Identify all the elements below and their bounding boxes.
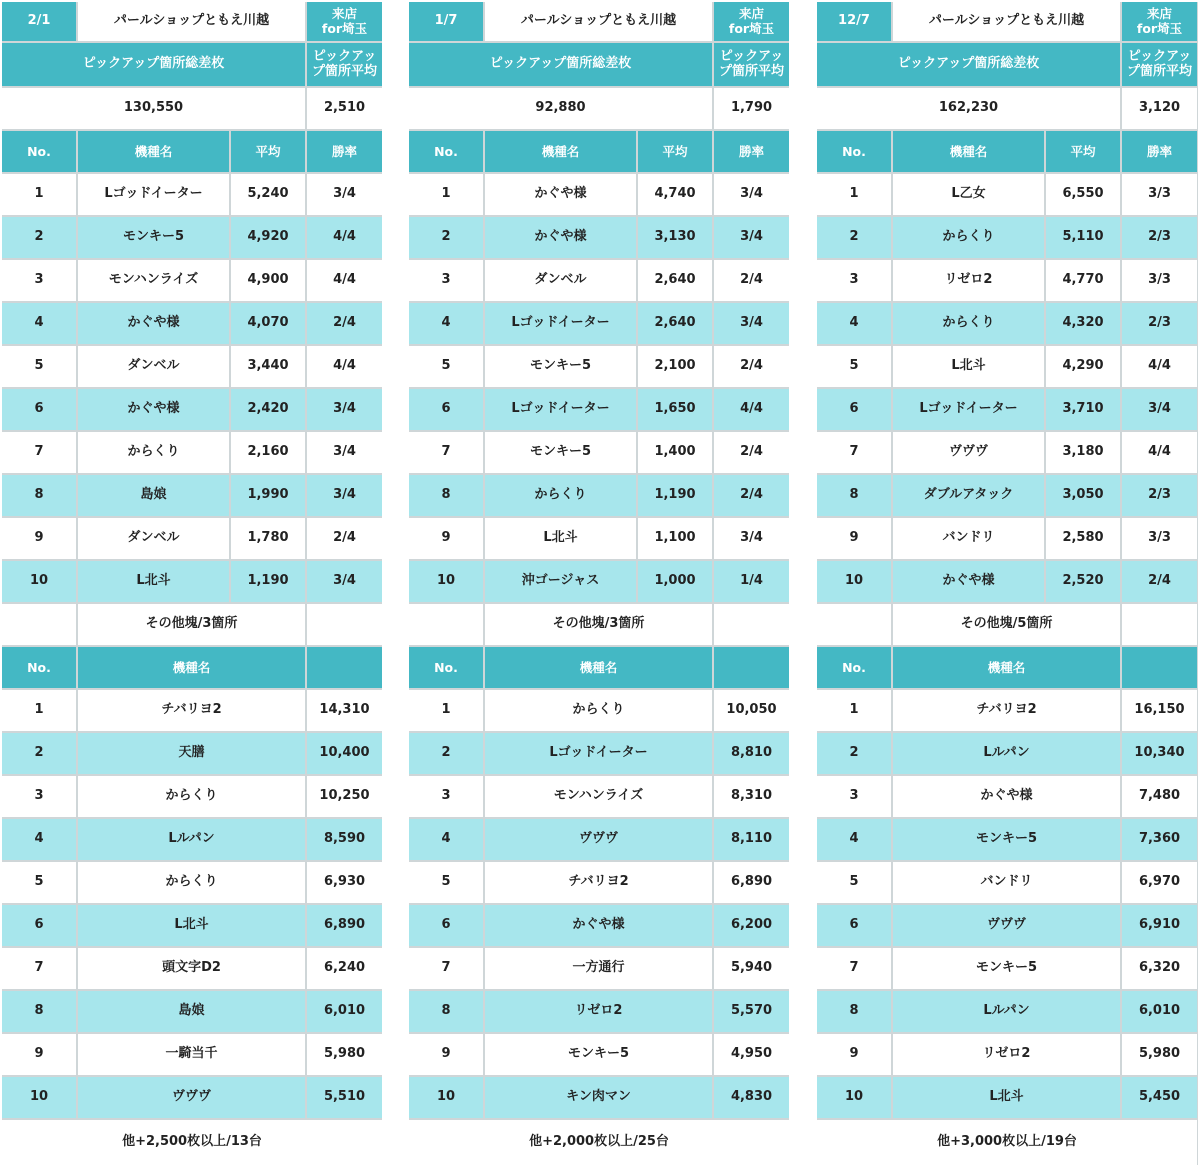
other-clusters-label: その他塊/5箇所: [893, 604, 1120, 645]
pickup-model: かぐや様: [78, 389, 229, 430]
ranking-value: 14,310: [307, 690, 382, 731]
pickup-rank: 9: [409, 518, 483, 559]
ranking-model: かぐや様: [893, 776, 1120, 817]
pickup-model: からくり: [893, 217, 1044, 258]
visit-label: 来店 for埼玉: [714, 2, 789, 41]
pickup-rank: 10: [817, 561, 891, 602]
ranking-value: 6,200: [714, 905, 789, 946]
pickup-model: ダンベル: [78, 346, 229, 387]
pickup-rank: 6: [2, 389, 76, 430]
pickup-rank: 7: [2, 432, 76, 473]
ranking-header-no: No.: [2, 647, 76, 688]
pickup-model: からくり: [78, 432, 229, 473]
pickup-model: Lゴッドイーター: [78, 174, 229, 215]
other-clusters-label: その他塊/3箇所: [485, 604, 712, 645]
visit-label: 来店 for埼玉: [307, 2, 382, 41]
ranking-value: 10,250: [307, 776, 382, 817]
ranking-rank: 3: [409, 776, 483, 817]
pickup-model: モンハンライズ: [78, 260, 229, 301]
column-header-model: 機種名: [893, 131, 1044, 172]
pickup-average: 2,640: [638, 260, 712, 301]
column-header-no: No.: [817, 131, 891, 172]
ranking-header-model: 機種名: [893, 647, 1120, 688]
ranking-model: モンキー5: [485, 1034, 712, 1075]
ranking-model: 一騎当千: [78, 1034, 305, 1075]
pickup-total-header: ピックアップ箇所総差枚: [409, 43, 712, 86]
pickup-rank: 2: [409, 217, 483, 258]
pickup-winrate: 4/4: [307, 217, 382, 258]
pickup-average: 2,580: [1046, 518, 1120, 559]
column-header-model: 機種名: [485, 131, 636, 172]
pickup-rank: 4: [409, 303, 483, 344]
column-header-no: No.: [2, 131, 76, 172]
ranking-value: 5,570: [714, 991, 789, 1032]
ranking-value: 5,940: [714, 948, 789, 989]
pickup-average: 3,050: [1046, 475, 1120, 516]
pickup-winrate: 3/4: [714, 303, 789, 344]
pickup-rank: 5: [817, 346, 891, 387]
pickup-winrate: 3/4: [307, 174, 382, 215]
ranking-model: 天膳: [78, 733, 305, 774]
footer-summary: 他+2,000枚以上/25台: [409, 1120, 789, 1165]
ranking-model: 頭文字D2: [78, 948, 305, 989]
ranking-rank: 7: [817, 948, 891, 989]
ranking-header-model: 機種名: [78, 647, 305, 688]
ranking-rank: 6: [817, 905, 891, 946]
pickup-average: 4,900: [231, 260, 305, 301]
pickup-model: Lゴッドイーター: [893, 389, 1044, 430]
ranking-rank: 8: [817, 991, 891, 1032]
pickup-model: ダブルアタック: [893, 475, 1044, 516]
ranking-rank: 3: [817, 776, 891, 817]
pickup-average: 1,100: [638, 518, 712, 559]
ranking-value: 6,890: [307, 905, 382, 946]
pickup-average: 3,130: [638, 217, 712, 258]
ranking-model: Lルパン: [893, 733, 1120, 774]
ranking-rank: 4: [409, 819, 483, 860]
pickup-average: 6,550: [1046, 174, 1120, 215]
pickup-model: L北斗: [893, 346, 1044, 387]
pickup-average: 1,190: [231, 561, 305, 602]
other-clusters-blank: [307, 604, 382, 645]
ranking-model: ヴヴヴ: [78, 1077, 305, 1118]
pickup-rank: 6: [817, 389, 891, 430]
ranking-model: モンキー5: [893, 948, 1120, 989]
column-header-model: 機種名: [78, 131, 229, 172]
pickup-winrate: 2/3: [1122, 217, 1197, 258]
ranking-value: 10,050: [714, 690, 789, 731]
other-clusters-label: その他塊/3箇所: [78, 604, 305, 645]
ranking-model: Lルパン: [893, 991, 1120, 1032]
pickup-winrate: 2/3: [1122, 475, 1197, 516]
pickup-rank: 3: [409, 260, 483, 301]
pickup-model: モンキー5: [78, 217, 229, 258]
pickup-average: 1,000: [638, 561, 712, 602]
column-header-no: No.: [409, 131, 483, 172]
pickup-average: 1,650: [638, 389, 712, 430]
pickup-average: 1,190: [638, 475, 712, 516]
ranking-model: 一方通行: [485, 948, 712, 989]
pickup-model: かぐや様: [485, 174, 636, 215]
ranking-model: からくり: [485, 690, 712, 731]
ranking-model: チバリヨ2: [485, 862, 712, 903]
ranking-rank: 1: [2, 690, 76, 731]
column-header-average: 平均: [638, 131, 712, 172]
pickup-total-header: ピックアップ箇所総差枚: [2, 43, 305, 86]
panel-separator: [382, 2, 409, 1165]
pickup-rank: 4: [817, 303, 891, 344]
pickup-winrate: 4/4: [1122, 432, 1197, 473]
pickup-total-value: 162,230: [817, 88, 1120, 129]
ranking-value: 16,150: [1122, 690, 1197, 731]
ranking-model: リゼロ2: [893, 1034, 1120, 1075]
results-board: [2, 2, 1198, 1165]
column-header-winrate: 勝率: [714, 131, 789, 172]
ranking-value: 5,980: [1122, 1034, 1197, 1075]
pickup-average: 4,770: [1046, 260, 1120, 301]
pickup-model: ダンベル: [78, 518, 229, 559]
footer-summary: 他+2,500枚以上/13台: [2, 1120, 382, 1165]
ranking-value: 10,340: [1122, 733, 1197, 774]
visit-label: 来店 for埼玉: [1122, 2, 1197, 41]
pickup-rank: 8: [409, 475, 483, 516]
pickup-model: モンキー5: [485, 432, 636, 473]
pickup-average: 5,110: [1046, 217, 1120, 258]
ranking-value: 7,480: [1122, 776, 1197, 817]
ranking-model: からくり: [78, 862, 305, 903]
ranking-rank: 2: [409, 733, 483, 774]
ranking-header-value: [714, 647, 789, 688]
ranking-model: キン肉マン: [485, 1077, 712, 1118]
other-clusters-blank: [2, 604, 76, 645]
pickup-winrate: 3/4: [307, 432, 382, 473]
ranking-model: チバリヨ2: [893, 690, 1120, 731]
pickup-average-value: 1,790: [714, 88, 789, 129]
pickup-winrate: 2/4: [307, 303, 382, 344]
store-panel: [2, 2, 382, 1165]
pickup-rank: 3: [817, 260, 891, 301]
pickup-average: 2,420: [231, 389, 305, 430]
ranking-rank: 8: [409, 991, 483, 1032]
pickup-average: 3,180: [1046, 432, 1120, 473]
ranking-rank: 3: [2, 776, 76, 817]
pickup-winrate: 3/3: [1122, 174, 1197, 215]
pickup-model: L乙女: [893, 174, 1044, 215]
pickup-winrate: 3/3: [1122, 518, 1197, 559]
pickup-rank: 10: [409, 561, 483, 602]
pickup-model: バンドリ: [893, 518, 1044, 559]
ranking-rank: 9: [817, 1034, 891, 1075]
pickup-model: Lゴッドイーター: [485, 389, 636, 430]
other-clusters-blank: [409, 604, 483, 645]
event-date: 2/1: [2, 2, 76, 41]
pickup-average: 1,400: [638, 432, 712, 473]
pickup-model: 島娘: [78, 475, 229, 516]
ranking-value: 5,980: [307, 1034, 382, 1075]
pickup-winrate: 3/4: [307, 389, 382, 430]
pickup-rank: 1: [2, 174, 76, 215]
ranking-value: 4,950: [714, 1034, 789, 1075]
pickup-model: 沖ゴージャス: [485, 561, 636, 602]
ranking-model: かぐや様: [485, 905, 712, 946]
ranking-rank: 5: [409, 862, 483, 903]
pickup-average: 2,160: [231, 432, 305, 473]
ranking-value: 6,010: [307, 991, 382, 1032]
ranking-rank: 4: [817, 819, 891, 860]
store-name: パールショップともえ川越: [893, 2, 1120, 41]
pickup-rank: 9: [2, 518, 76, 559]
ranking-rank: 8: [2, 991, 76, 1032]
pickup-rank: 6: [409, 389, 483, 430]
pickup-winrate: 3/3: [1122, 260, 1197, 301]
pickup-model: Lゴッドイーター: [485, 303, 636, 344]
ranking-rank: 2: [817, 733, 891, 774]
pickup-rank: 5: [2, 346, 76, 387]
pickup-rank: 2: [2, 217, 76, 258]
pickup-rank: 7: [817, 432, 891, 473]
pickup-total-value: 92,880: [409, 88, 712, 129]
column-header-average: 平均: [1046, 131, 1120, 172]
ranking-model: からくり: [78, 776, 305, 817]
ranking-value: 8,590: [307, 819, 382, 860]
pickup-winrate: 3/4: [714, 217, 789, 258]
other-clusters-blank: [817, 604, 891, 645]
pickup-average: 4,290: [1046, 346, 1120, 387]
pickup-average: 3,710: [1046, 389, 1120, 430]
ranking-rank: 4: [2, 819, 76, 860]
pickup-model: かぐや様: [78, 303, 229, 344]
pickup-winrate: 3/4: [714, 518, 789, 559]
pickup-average: 1,780: [231, 518, 305, 559]
ranking-value: 6,910: [1122, 905, 1197, 946]
pickup-average-value: 2,510: [307, 88, 382, 129]
ranking-model: Lルパン: [78, 819, 305, 860]
pickup-model: かぐや様: [893, 561, 1044, 602]
pickup-winrate: 3/4: [307, 561, 382, 602]
ranking-rank: 10: [2, 1077, 76, 1118]
pickup-average: 2,640: [638, 303, 712, 344]
ranking-rank: 1: [817, 690, 891, 731]
pickup-winrate: 2/4: [714, 432, 789, 473]
store-name: パールショップともえ川越: [78, 2, 305, 41]
pickup-winrate: 2/4: [1122, 561, 1197, 602]
ranking-header-no: No.: [409, 647, 483, 688]
ranking-model: 島娘: [78, 991, 305, 1032]
ranking-rank: 7: [2, 948, 76, 989]
pickup-model: モンキー5: [485, 346, 636, 387]
ranking-model: モンハンライズ: [485, 776, 712, 817]
ranking-value: 5,450: [1122, 1077, 1197, 1118]
ranking-value: 6,240: [307, 948, 382, 989]
ranking-model: バンドリ: [893, 862, 1120, 903]
pickup-average-header: ピックアップ箇所平均: [714, 43, 789, 86]
pickup-average: 4,920: [231, 217, 305, 258]
ranking-header-value: [307, 647, 382, 688]
other-clusters-blank: [1122, 604, 1197, 645]
pickup-model: L北斗: [485, 518, 636, 559]
pickup-model: リゼロ2: [893, 260, 1044, 301]
ranking-rank: 1: [409, 690, 483, 731]
store-panel: [409, 2, 789, 1165]
ranking-rank: 9: [2, 1034, 76, 1075]
pickup-rank: 2: [817, 217, 891, 258]
ranking-value: 4,830: [714, 1077, 789, 1118]
pickup-model: かぐや様: [485, 217, 636, 258]
ranking-value: 8,810: [714, 733, 789, 774]
pickup-average: 1,990: [231, 475, 305, 516]
store-name: パールショップともえ川越: [485, 2, 712, 41]
pickup-total-value: 130,550: [2, 88, 305, 129]
pickup-rank: 8: [2, 475, 76, 516]
pickup-winrate: 2/4: [307, 518, 382, 559]
pickup-model: L北斗: [78, 561, 229, 602]
store-panel: [817, 2, 1197, 1165]
pickup-average: 2,520: [1046, 561, 1120, 602]
ranking-rank: 10: [817, 1077, 891, 1118]
footer-summary: 他+3,000枚以上/19台: [817, 1120, 1197, 1165]
ranking-model: L北斗: [893, 1077, 1120, 1118]
ranking-model: Lゴッドイーター: [485, 733, 712, 774]
pickup-winrate: 3/4: [307, 475, 382, 516]
ranking-model: L北斗: [78, 905, 305, 946]
event-date: 1/7: [409, 2, 483, 41]
ranking-value: 6,930: [307, 862, 382, 903]
ranking-value: 5,510: [307, 1077, 382, 1118]
pickup-winrate: 4/4: [714, 389, 789, 430]
pickup-rank: 7: [409, 432, 483, 473]
pickup-average: 4,320: [1046, 303, 1120, 344]
ranking-value: 6,320: [1122, 948, 1197, 989]
pickup-model: ヴヴヴ: [893, 432, 1044, 473]
pickup-winrate: 4/4: [307, 260, 382, 301]
pickup-rank: 5: [409, 346, 483, 387]
ranking-model: ヴヴヴ: [893, 905, 1120, 946]
pickup-winrate: 4/4: [307, 346, 382, 387]
pickup-rank: 8: [817, 475, 891, 516]
pickup-winrate: 2/4: [714, 346, 789, 387]
pickup-average-value: 3,120: [1122, 88, 1197, 129]
ranking-value: 8,110: [714, 819, 789, 860]
pickup-winrate: 3/4: [714, 174, 789, 215]
pickup-rank: 3: [2, 260, 76, 301]
pickup-average: 5,240: [231, 174, 305, 215]
pickup-winrate: 2/4: [714, 475, 789, 516]
pickup-average: 2,100: [638, 346, 712, 387]
pickup-winrate: 3/4: [1122, 389, 1197, 430]
pickup-model: ダンベル: [485, 260, 636, 301]
ranking-rank: 10: [409, 1077, 483, 1118]
ranking-value: 6,890: [714, 862, 789, 903]
pickup-winrate: 1/4: [714, 561, 789, 602]
ranking-value: 10,400: [307, 733, 382, 774]
ranking-header-no: No.: [817, 647, 891, 688]
pickup-average-header: ピックアップ箇所平均: [1122, 43, 1197, 86]
ranking-rank: 5: [817, 862, 891, 903]
pickup-average: 4,070: [231, 303, 305, 344]
ranking-value: 6,970: [1122, 862, 1197, 903]
pickup-model: からくり: [893, 303, 1044, 344]
ranking-rank: 5: [2, 862, 76, 903]
pickup-winrate: 2/4: [714, 260, 789, 301]
pickup-winrate: 2/3: [1122, 303, 1197, 344]
pickup-average-header: ピックアップ箇所平均: [307, 43, 382, 86]
ranking-rank: 7: [409, 948, 483, 989]
ranking-model: ヴヴヴ: [485, 819, 712, 860]
ranking-value: 6,010: [1122, 991, 1197, 1032]
ranking-value: 8,310: [714, 776, 789, 817]
pickup-rank: 10: [2, 561, 76, 602]
event-date: 12/7: [817, 2, 891, 41]
ranking-model: チバリヨ2: [78, 690, 305, 731]
pickup-total-header: ピックアップ箇所総差枚: [817, 43, 1120, 86]
ranking-header-model: 機種名: [485, 647, 712, 688]
column-header-winrate: 勝率: [1122, 131, 1197, 172]
column-header-winrate: 勝率: [307, 131, 382, 172]
pickup-average: 3,440: [231, 346, 305, 387]
pickup-rank: 1: [817, 174, 891, 215]
ranking-rank: 6: [2, 905, 76, 946]
ranking-model: リゼロ2: [485, 991, 712, 1032]
pickup-rank: 9: [817, 518, 891, 559]
ranking-rank: 2: [2, 733, 76, 774]
ranking-value: 7,360: [1122, 819, 1197, 860]
ranking-model: モンキー5: [893, 819, 1120, 860]
other-clusters-blank: [714, 604, 789, 645]
ranking-rank: 6: [409, 905, 483, 946]
panel-separator: [789, 2, 817, 1165]
pickup-average: 4,740: [638, 174, 712, 215]
pickup-rank: 4: [2, 303, 76, 344]
column-header-average: 平均: [231, 131, 305, 172]
pickup-model: からくり: [485, 475, 636, 516]
ranking-header-value: [1122, 647, 1197, 688]
ranking-rank: 9: [409, 1034, 483, 1075]
pickup-winrate: 4/4: [1122, 346, 1197, 387]
pickup-rank: 1: [409, 174, 483, 215]
